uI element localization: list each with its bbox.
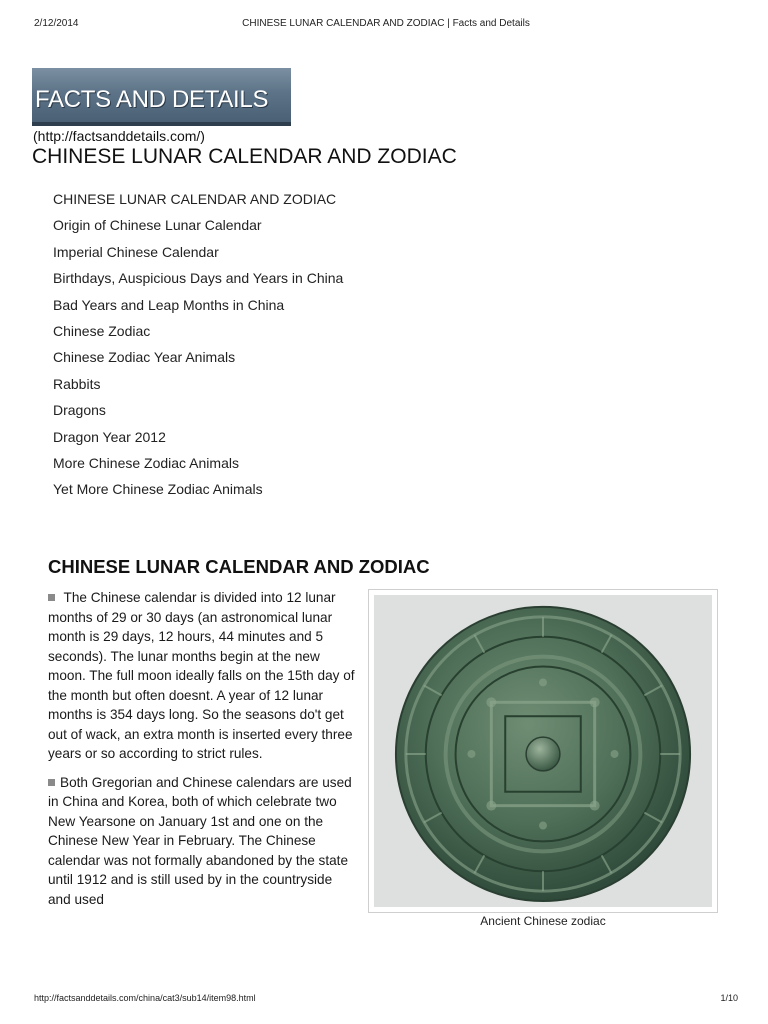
toc-item[interactable]: Imperial Chinese Calendar [53,243,219,260]
page-number: 1/10 [720,993,738,1003]
toc-item[interactable]: More Chinese Zodiac Animals [53,454,239,471]
bullet-square-icon [48,779,55,786]
figure-caption: Ancient Chinese zodiac [480,914,606,928]
toc-item[interactable]: Rabbits [53,375,101,392]
toc-item[interactable]: Dragons [53,402,106,419]
zodiac-mirror-figure [368,589,718,913]
page-url: http://factsanddetails.com/china/cat3/sub14/item98.html [34,993,256,1003]
toc-item[interactable]: Birthdays, Auspicious Days and Years in China [53,270,344,287]
paragraph [48,588,358,764]
bullet-square-icon [48,594,55,601]
print-title: CHINESE LUNAR CALENDAR AND ZODIAC | Facts and Details [242,18,530,29]
toc-item[interactable]: Yet More Chinese Zodiac Animals [53,481,263,498]
page-title: CHINESE LUNAR CALENDAR AND ZODIAC [32,145,457,168]
article-body [48,588,358,918]
table-of-contents [53,190,343,507]
paragraph-text: The Chinese calendar is divided into 12 lunar months of 29 or 30 days (an astronomical lunar month is 29 days, 12 hours, 44 minutes and 5 seconds). The lunar months begin at the new moon. The full moon ideally falls on the 15th day of the month but often doesnt. A year of 12 lunar months is 354 days long. So the seasons do't get out of wack, an extra month is inserted every three years or so according to strict rules. [48,590,355,761]
toc-item[interactable]: Origin of Chinese Lunar Calendar [53,217,262,234]
bronze-mirror-illustration [374,595,712,907]
paragraph-text: Both Gregorian and Chinese calendars are used in China and Korea, both of which celebrate two New Yearsone on January 1st and one on the Chinese New Year in February. The Chinese calendar was not formally abandoned by the state until 1912 and is still used by in the countryside and used [48,774,352,907]
section-heading: CHINESE LUNAR CALENDAR AND ZODIAC [48,556,430,577]
toc-item[interactable]: Chinese Zodiac Year Animals [53,349,236,366]
pdf-header [34,18,738,32]
site-logo[interactable] [32,68,291,126]
pdf-footer [34,993,738,1005]
toc-item[interactable]: CHINESE LUNAR CALENDAR AND ZODIAC [53,191,337,207]
zodiac-mirror-image [374,595,712,907]
logo-text: FACTS AND DETAILS [35,86,269,113]
paragraph [48,773,358,910]
print-date: 2/12/2014 [34,18,79,29]
toc-item[interactable]: Bad Years and Leap Months in China [53,296,285,313]
toc-item[interactable]: Dragon Year 2012 [53,428,166,445]
logo-url[interactable]: (http://factsanddetails.com/) [33,128,205,144]
toc-item[interactable]: Chinese Zodiac [53,322,151,339]
